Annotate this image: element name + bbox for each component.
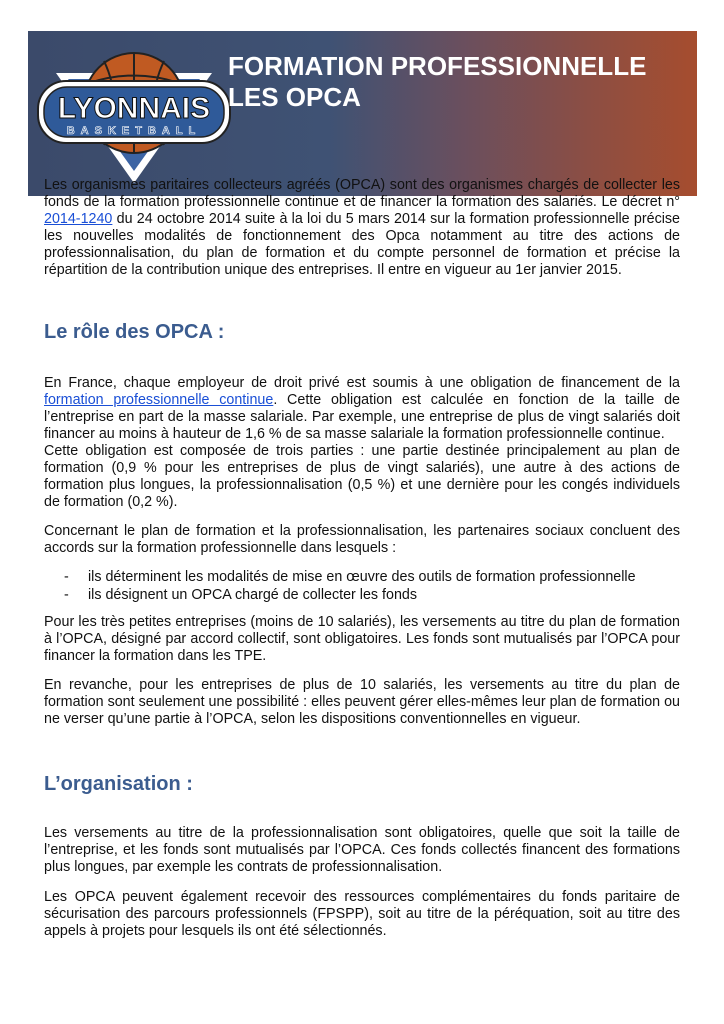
paragraph: Pour les très petites entreprises (moins de 10 salariés), les versements au titre du plan de formation à l’OPCA, désigné par accord collectif, sont obligatoires. Les fonds sont mutualisés par l’OPCA pour financer la formation dans les TPE. <box>44 614 680 664</box>
intro-paragraph <box>44 177 680 279</box>
list-item-text: ils désignent un OPCA chargé de collecter les fonds <box>88 587 418 603</box>
svg-text:LYONNAIS: LYONNAIS <box>57 92 211 125</box>
list-item-text: ils déterminent les modalités de mise en œuvre des outils de formation professionnelle <box>88 569 636 585</box>
list-item <box>44 569 680 586</box>
title-line-1: FORMATION PROFESSIONNELLE <box>228 51 647 81</box>
list-item <box>44 587 680 604</box>
section-organisation-body <box>44 825 680 940</box>
paragraph-text: En France, chaque employeur de droit privé est soumis à une obligation de financement de la <box>44 375 680 391</box>
section-heading-organisation: L’organisation : <box>44 773 193 795</box>
section-heading-role: Le rôle des OPCA : <box>44 321 225 343</box>
dash-bullet: - <box>64 569 69 585</box>
formation-continue-link[interactable]: formation professionnelle continue <box>44 392 274 408</box>
dash-bullet: - <box>64 587 69 603</box>
page-title <box>228 51 646 113</box>
paragraph: En revanche, pour les entreprises de plus de 10 salariés, les versements au titre du plan de formation sont seulement une possibilité : elles peuvent gérer elles-mêmes leur plan de formation ou ne verser qu’une partie à l’OPCA, selon les dispositions conventionnelles en vigueur. <box>44 677 680 727</box>
section-role-body <box>44 375 680 728</box>
paragraph: Les OPCA peuvent également recevoir des ressources complémentaires du fonds paritaire de sécurisation des parcours professionnels (FPSPP), soit au titre de la péréquation, soit au titre des appels à projets pour lesquels ils ont été sélectionnés. <box>44 889 680 939</box>
paragraph: Cette obligation est composée de trois parties : une partie destinée principalement au plan de formation (0,9 % pour les entreprises de plus de vingt salariés), une autre à des actions de formation plus longues, la professionnalisation (0,5 %) et une dernière pour les congés individuels de formation (0,2 %). <box>44 443 680 510</box>
title-line-2: LES OPCA <box>228 82 361 112</box>
paragraph: Les versements au titre de la professionnalisation sont obligatoires, quelle que soit la taille de l’entreprise, et les fonds sont mutualisés par l’OPCA. Ces fonds collectés financent des formations plus longues, par exemple les contrats de professionnalisation. <box>44 825 680 875</box>
header-banner <box>28 31 697 196</box>
paragraph: Concernant le plan de formation et la professionnalisation, les partenaires sociaux concluent des accords sur la formation professionnelle dans lesquels : <box>44 523 680 556</box>
intro-text: Les organismes paritaires collecteurs agréés (OPCA) sont des organismes chargés de collecter les fonds de la formation professionnelle continue et de financer la formation des salariés. Le décret n° <box>44 177 680 210</box>
paragraph-text: . Cette obligation est calculée en fonction de la taille de l’entreprise en part de la masse salariale. Par exemple, une entreprise de plus de vingt salariés doit financer au moins à hauteur de 1,6 % de sa masse salariale la formation professionnelle continue. <box>44 392 681 442</box>
intro-text-cont: du 24 octobre 2014 suite à la loi du 5 mars 2014 sur la formation professionnelle précise les nouvelles modalités de fonctionnement des Opca notamment au titre des actions de professionnalisation, du plan de formation et du compte personnel de formation et précise la répartition de la contribution unique des entreprises. Il entre en vigueur au 1er janvier 2015. <box>44 211 680 278</box>
lyonnais-basketball-logo <box>34 33 234 193</box>
bullet-list <box>44 569 680 604</box>
svg-text:BASKETBALL: BASKETBALL <box>66 125 202 137</box>
decree-link[interactable]: 2014-1240 <box>44 211 113 227</box>
